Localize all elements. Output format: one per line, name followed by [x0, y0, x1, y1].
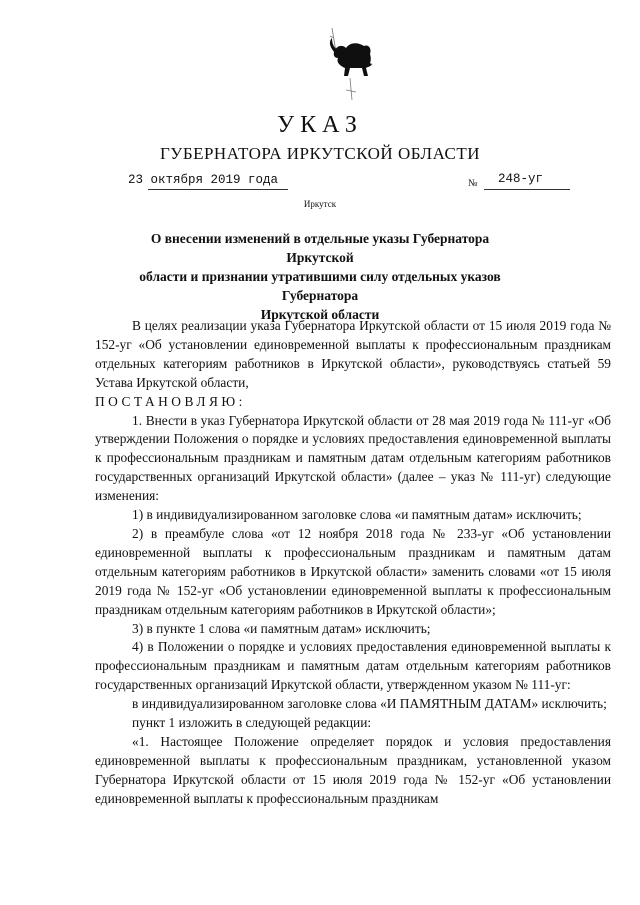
decree-number: 248-уг [498, 172, 544, 186]
paragraph-subitem-3: 3) в пункте 1 слова «и памятным датам» исключить; [132, 620, 431, 636]
date-underline [148, 189, 288, 190]
decree-title [118, 229, 522, 324]
number-sign: № [468, 178, 478, 189]
paragraph-resolve: ПОСТАНОВЛЯЮ: [95, 393, 246, 409]
paragraph-preamble: В целях реализации указа Губернатора Иркутской области от 15 июля 2019 года № 152-уг «Об установлении единовременной выплаты к профессиональным праздникам отдельных категориям работников в Иркутской области», руководствуясь статьей 59 Устава Иркутской области, [95, 318, 611, 390]
coat-of-arms-emblem [326, 22, 376, 102]
paragraph-heading-change: в индивидуализированном заголовке слова «И ПАМЯТНЫМ ДАТАМ» исключить; [132, 696, 607, 712]
number-underline [484, 189, 570, 190]
decree-heading: УКАЗ [277, 112, 363, 138]
decree-body [95, 317, 611, 809]
paragraph-point-1-text: «1. Настоящее Положение определяет порядок и условия предоставления единовременной выплаты к профессиональным праздникам, установленной указом Губернатора Иркутской области от 15 июля 2019 года № 152-уг «Об установлении единовременной выплаты к профессиональным праздникам [95, 733, 611, 806]
title-line: области и признании утратившими силу отдельных указов Губернатора [139, 269, 501, 303]
paragraph-subitem-2: 2) в преамбуле слова «от 12 ноября 2018 года № 233-уг «Об установлении единовременной выплаты к профессиональным праздникам и памятным датам отдельным категориям работников в Иркутской области» заменить словами «от 15 июля 2019 года № 152-уг «Об установлении единовременной выплаты к профессиональным праздникам отдельным категориям работников в Иркутской области»; [95, 525, 611, 617]
paragraph-item-1: 1. Внести в указ Губернатора Иркутской области от 28 мая 2019 года № 111-уг «Об утверждении Положения о порядке и условиях предоставления единовременной выплаты к профессиональным праздникам и памятным датам отдельным категориям работников государственных организаций Иркутской области» (далее – указ № 111-уг) следующие изменения: [95, 412, 611, 504]
paragraph-subitem-4: 4) в Положении о порядке и условиях предоставления единовременной выплаты к профессиональным праздникам и памятным датам отдельным категориям работников государственных организаций Иркутской области, утвержденном указом № 111-уг: [95, 639, 611, 693]
decree-date: 23 октября 2019 года [128, 173, 279, 187]
city-name: Иркутск [303, 199, 337, 209]
title-line: Иркутской области [260, 307, 380, 322]
title-line: О внесении изменений в отдельные указы Губернатора Иркутской [150, 231, 490, 265]
paragraph-subitem-1: 1) в индивидуализированном заголовке слова «и памятным датам» исключить; [132, 507, 582, 523]
paragraph-point-1-intro: пункт 1 изложить в следующей редакции: [132, 715, 372, 731]
governor-heading: ГУБЕРНАТОРА ИРКУТСКОЙ ОБЛАСТИ [159, 144, 481, 163]
